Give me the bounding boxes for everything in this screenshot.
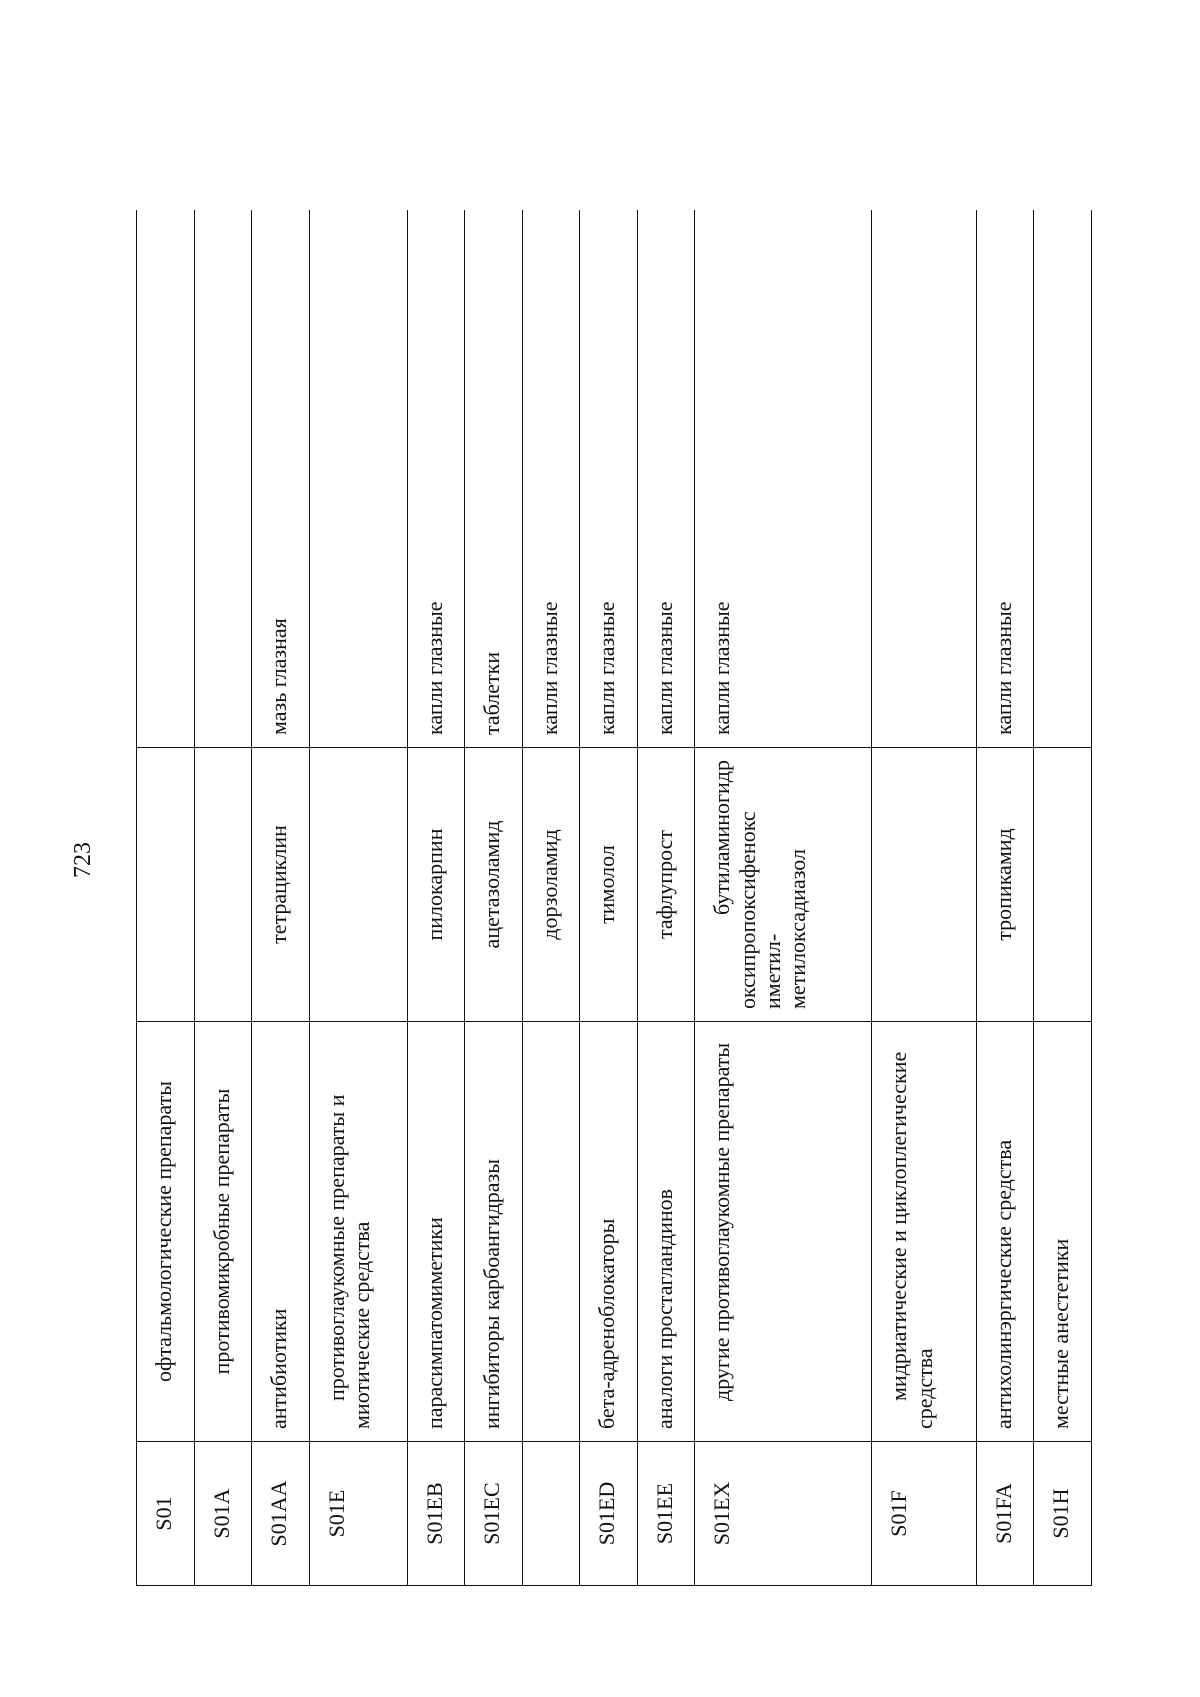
group-name-cell: другие противоглаукомные препараты <box>695 1022 872 1442</box>
drug-name-line: тетрациклин <box>266 825 292 944</box>
drug-name-cell <box>252 748 310 1022</box>
group-name-cell: противоглаукомные препараты и миотические средства <box>309 1022 407 1442</box>
atc-code-cell: S01EX <box>695 1442 872 1586</box>
dosage-form-cell: капли глазные <box>522 210 580 748</box>
page-number: 723 <box>70 842 96 878</box>
drug-name-cell <box>872 748 976 1022</box>
atc-code-cell: S01EC <box>465 1442 523 1586</box>
drug-name-line: тафлупрост <box>651 829 677 940</box>
table-row <box>695 210 872 1586</box>
atc-code-cell <box>522 1442 580 1586</box>
drug-name-line: оксипропоксифенокс <box>734 811 760 1009</box>
group-name-cell: мидриатические и циклоплегические средства <box>872 1022 976 1442</box>
drug-name-line: ацетазоламид <box>479 820 505 949</box>
atc-code-cell: S01EB <box>407 1442 465 1586</box>
table-row <box>637 210 695 1586</box>
table-row <box>465 210 523 1586</box>
dosage-form-cell <box>872 210 976 748</box>
dosage-form-cell: капли глазные <box>407 210 465 748</box>
table-row <box>407 210 465 1586</box>
drug-name-cell <box>522 748 580 1022</box>
drug-name-cell <box>309 748 407 1022</box>
group-name-cell: ингибиторы карбоангидразы <box>465 1022 523 1442</box>
drug-name-line: тимолол <box>594 845 620 924</box>
table-row <box>137 210 195 1586</box>
dosage-form-cell <box>309 210 407 748</box>
drug-name-cell <box>137 748 195 1022</box>
drug-name-cell <box>465 748 523 1022</box>
dosage-form-cell: капли глазные <box>976 210 1034 748</box>
group-name-cell: противомикробные препараты <box>194 1022 252 1442</box>
dosage-form-cell: капли глазные <box>637 210 695 748</box>
drug-name-cell <box>407 748 465 1022</box>
group-name-cell: антихолинэргические средства <box>976 1022 1034 1442</box>
group-name-cell: бета-адреноблокаторы <box>580 1022 638 1442</box>
atc-code-cell: S01H <box>1034 1442 1092 1586</box>
group-name-cell: парасимпатомиметики <box>407 1022 465 1442</box>
dosage-form-cell <box>194 210 252 748</box>
dosage-form-cell <box>1034 210 1092 748</box>
drug-name-cell <box>194 748 252 1022</box>
table-row <box>309 210 407 1586</box>
group-name-cell: офтальмологические препараты <box>137 1022 195 1442</box>
table-row <box>252 210 310 1586</box>
group-name-cell: аналоги простагландинов <box>637 1022 695 1442</box>
dosage-form-cell: капли глазные <box>695 210 872 748</box>
dosage-form-cell <box>137 210 195 748</box>
dosage-form-cell: капли глазные <box>580 210 638 748</box>
atc-code-cell: S01AA <box>252 1442 310 1586</box>
atc-code-cell: S01EE <box>637 1442 695 1586</box>
drug-name-line: бутиламиногидр <box>709 760 735 915</box>
drug-name-line: тропикамид <box>990 828 1016 941</box>
dosage-form-cell: таблетки <box>465 210 523 748</box>
table-row <box>580 210 638 1586</box>
rotated-table-wrapper <box>136 210 1092 1586</box>
atc-code-cell: S01ED <box>580 1442 638 1586</box>
drug-name-cell <box>695 748 872 1022</box>
drug-name-line: дорзоламид <box>536 829 562 940</box>
atc-code-cell: S01A <box>194 1442 252 1586</box>
table-row <box>976 210 1034 1586</box>
table-row <box>1034 210 1092 1586</box>
drug-name-cell <box>1034 748 1092 1022</box>
drug-name-cell <box>580 748 638 1022</box>
atc-code-cell: S01 <box>137 1442 195 1586</box>
atc-code-cell: S01E <box>309 1442 407 1586</box>
table-row <box>194 210 252 1586</box>
dosage-form-cell: мазь глазная <box>252 210 310 748</box>
drug-classification-table <box>136 210 1092 1586</box>
atc-code-cell: S01F <box>872 1442 976 1586</box>
drug-name-line: иметил- <box>760 933 786 1009</box>
drug-name-cell <box>637 748 695 1022</box>
group-name-cell: местные анестетики <box>1034 1022 1092 1442</box>
drug-name-line: пилокарпин <box>421 828 447 941</box>
group-name-cell: антибиотики <box>252 1022 310 1442</box>
table-row <box>872 210 976 1586</box>
group-name-cell <box>522 1022 580 1442</box>
atc-code-cell: S01FA <box>976 1442 1034 1586</box>
drug-name-cell <box>976 748 1034 1022</box>
drug-name-line: метилоксадиазол <box>785 849 811 1009</box>
table-row <box>522 210 580 1586</box>
